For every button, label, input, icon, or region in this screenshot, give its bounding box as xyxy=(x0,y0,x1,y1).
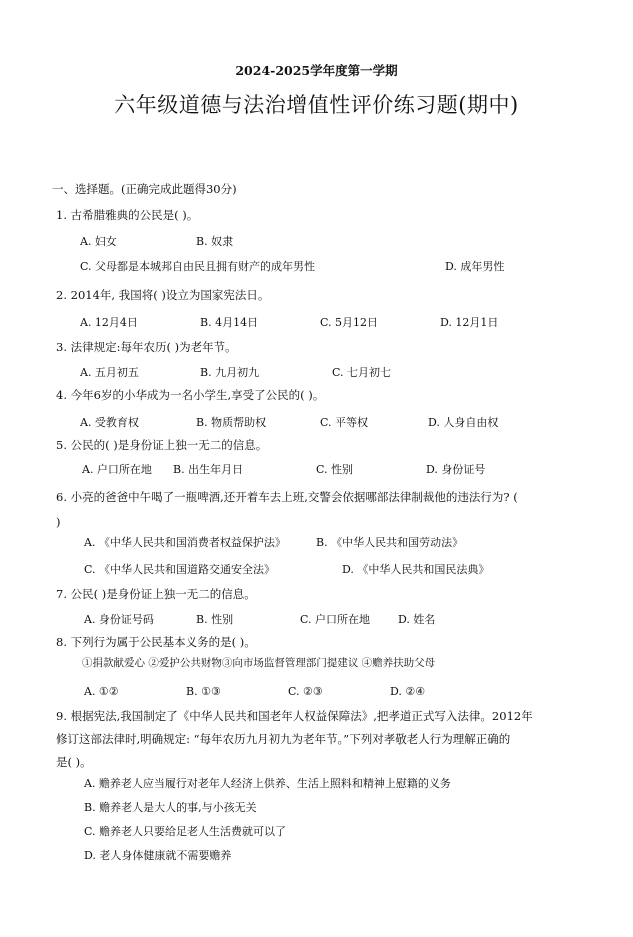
question-3-option-b: B. 九月初九 xyxy=(200,366,260,379)
term-heading: 2024-2025学年度第一学期 xyxy=(235,63,398,78)
question-8-option-a: A. ①② xyxy=(84,685,119,698)
question-3-option-c: C. 七月初七 xyxy=(332,366,392,379)
question-7-option-a: A. 身份证号码 xyxy=(84,613,154,626)
question-9-option-c: C. 赡养老人只要给足老人生活费就可以了 xyxy=(84,825,287,838)
question-8-option-d: D. ②④ xyxy=(390,685,426,698)
question-2-option-c: C. 5月12日 xyxy=(320,316,379,329)
question-7-option-b: B. 性别 xyxy=(196,613,234,626)
question-1-option-b: B. 奴隶 xyxy=(196,235,234,248)
question-7-stem: 7. 公民( )是身份证上独一无二的信息。 xyxy=(56,587,256,601)
question-8-option-c: C. ②③ xyxy=(288,685,323,698)
question-9-option-b: B. 赡养老人是大人的事,与小孩无关 xyxy=(84,801,257,814)
question-3-option-a: A. 五月初五 xyxy=(80,366,139,379)
question-6-option-b: B. 《中华人民共和国劳动法》 xyxy=(316,536,464,549)
question-5-option-d: D. 身份证号 xyxy=(426,463,486,476)
question-1-option-c: C. 父母都是本城邦自由民且拥有财产的成年男性 xyxy=(80,260,316,273)
question-4-option-b: B. 物质帮助权 xyxy=(196,416,267,429)
question-7-option-c: C. 户口所在地 xyxy=(300,613,371,626)
question-6-option-a: A. 《中华人民共和国消费者权益保护法》 xyxy=(84,536,286,549)
page-title: 六年级道德与法治增值性评价练习题(期中) xyxy=(114,93,519,117)
question-4-stem: 4. 今年6岁的小华成为一名小学生,享受了公民的( )。 xyxy=(56,388,325,402)
question-9-option-a: A. 赡养老人应当履行对老年人经济上供养、生活上照料和精神上慰籍的义务 xyxy=(84,777,451,790)
question-9-option-d: D. 老人身体健康就不需要赡养 xyxy=(84,849,232,862)
question-6-stem-cont: ) xyxy=(56,515,61,529)
question-6-option-d: D. 《中华人民共和国民法典》 xyxy=(342,563,490,576)
question-4-option-a: A. 受教育权 xyxy=(80,416,139,429)
question-1-stem: 1. 古希腊雅典的公民是( )。 xyxy=(56,208,199,222)
question-4-option-c: C. 平等权 xyxy=(320,416,369,429)
section-heading: 一、选择题。(正确完成此题得30分) xyxy=(52,182,237,196)
question-8-option-b: B. ①③ xyxy=(186,685,221,698)
question-1-option-a: A. 妇女 xyxy=(80,235,117,248)
question-7-option-d: D. 姓名 xyxy=(398,613,436,626)
question-2-option-a: A. 12月4日 xyxy=(80,316,138,329)
question-2-option-b: B. 4月14日 xyxy=(200,316,259,329)
question-2-stem: 2. 2014年, 我国将( )设立为国家宪法日。 xyxy=(56,288,270,302)
question-6-option-c: C. 《中华人民共和国道路交通安全法》 xyxy=(84,563,276,576)
question-5-option-c: C. 性别 xyxy=(316,463,354,476)
question-5-option-a: A. 户口所在地 xyxy=(82,463,152,476)
question-9-stem-line2: 修订这部法律时,明确规定: “每年农历九月初九为老年节。”下列对孝敬老人行为理解正确的 xyxy=(56,732,511,746)
question-5-stem: 5. 公民的( )是身份证上独一无二的信息。 xyxy=(56,438,268,452)
question-9-stem: 9. 根据宪法,我国制定了《中华人民共和国老年人权益保障法》,把孝道正式写入法律。2012年 xyxy=(56,709,533,723)
question-8-stem: 8. 下列行为属于公民基本义务的是( )。 xyxy=(56,635,256,649)
question-3-stem: 3. 法律规定:每年农历( )为老年节。 xyxy=(56,340,237,354)
question-6-stem: 6. 小亮的爸爸中午喝了一瓶啤酒,还开着车去上班,交警会依据哪部法律制裁他的违法行为? ( xyxy=(56,490,518,504)
question-2-option-d: D. 12月1日 xyxy=(440,316,499,329)
question-5-option-b: B. 出生年月日 xyxy=(173,463,244,476)
question-9-stem-line3: 是( )。 xyxy=(56,755,92,769)
question-8-items: ①捐款献爱心 ②爱护公共财物③向市场监督管理部门提建议 ④赡养扶助父母 xyxy=(82,657,436,669)
question-4-option-d: D. 人身自由权 xyxy=(428,416,499,429)
question-1-option-d: D. 成年男性 xyxy=(445,260,505,273)
